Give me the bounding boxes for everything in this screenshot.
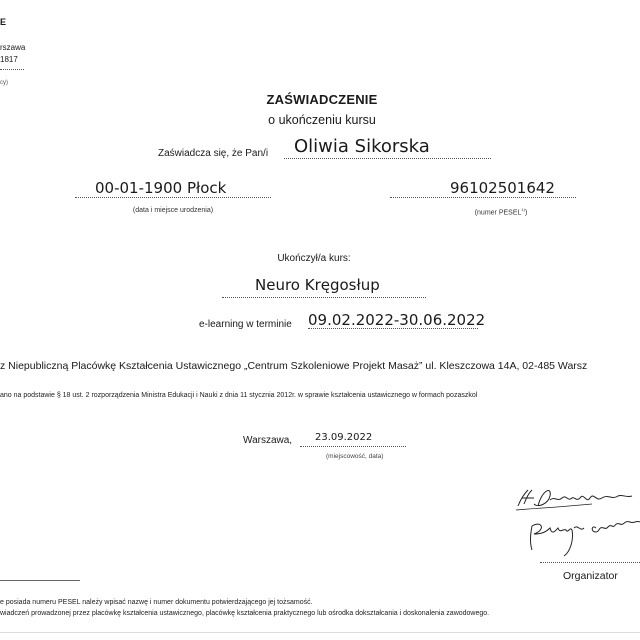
footnote-rule [0,580,80,581]
organizer-dotted-line [540,562,640,563]
issue-city: Warszawa, [243,435,293,446]
course-name: Neuro Kręgosłup [255,276,380,294]
footnote-1: e posiada numeru PESEL należy wpisać nazwę i numer dokumentu potwierdzającego jej tożsamość. [0,599,313,606]
issue-date: 23.09.2022 [315,432,373,443]
course-dotted-line [222,297,426,298]
birth-date-place: 00-01-1900 Płock [95,179,227,197]
pesel-dotted-line [390,197,576,198]
certificate-title: ZAŚWIADCZENIE [266,92,378,107]
pesel-label [475,207,528,216]
header-fragment-number: 1817 [0,55,18,64]
header-fragment-title: E [0,17,7,27]
footnote-2: wiadczeń prowadzonej przez placówkę kształcenia ustawicznego, placówkę kształcenia praktycznego lub ośrodka dokształcania i doskonalenia zawodowego. [0,610,490,617]
header-fragment-caption: cy) [0,80,8,86]
pesel-number: 96102501642 [450,179,555,197]
recipient-name: Oliwia Sikorska [294,136,430,157]
page-edge-rule [0,632,640,633]
pesel-footnote-ref: 1) [521,207,525,212]
course-term: 09.02.2022-30.06.2022 [308,311,486,329]
completed-label: Ukończył/a kurs: [277,253,351,264]
certificate-subtitle: o ukończeniu kursu [268,113,376,127]
certifies-label: Zaświadcza się, że Pan/i [158,148,269,159]
legal-basis: ano na podstawie § 18 ust. 2 rozporządzenia Ministra Edukacji i Nauki z dnia 11 stycznia 2012r. w sprawie kształcenia ustawicznego w formach pozaszkol [0,392,478,399]
birth-dotted-line [75,197,271,198]
term-label: e-learning w terminie [199,319,292,330]
birth-label: (data i miejsce urodzenia) [132,207,214,214]
name-dotted-line [284,158,491,159]
header-fragment-dotted-line [0,69,24,70]
signature-icon [512,484,640,574]
date-label: (miejscowość, data) [326,453,384,460]
pesel-label-close: ) [524,209,528,217]
organizer-label: Organizator [563,570,618,582]
organizer-statement: z Niepubliczną Placówkę Kształcenia Ustawicznego „Centrum Szkoleniowe Projekt Masaż” ul. Kleszczowa 14A, 02-485 Warsz [0,360,588,372]
pesel-label-text: (numer PESEL [474,209,522,217]
date-dotted-line [300,446,406,447]
header-fragment-city: rszawa [0,43,26,52]
